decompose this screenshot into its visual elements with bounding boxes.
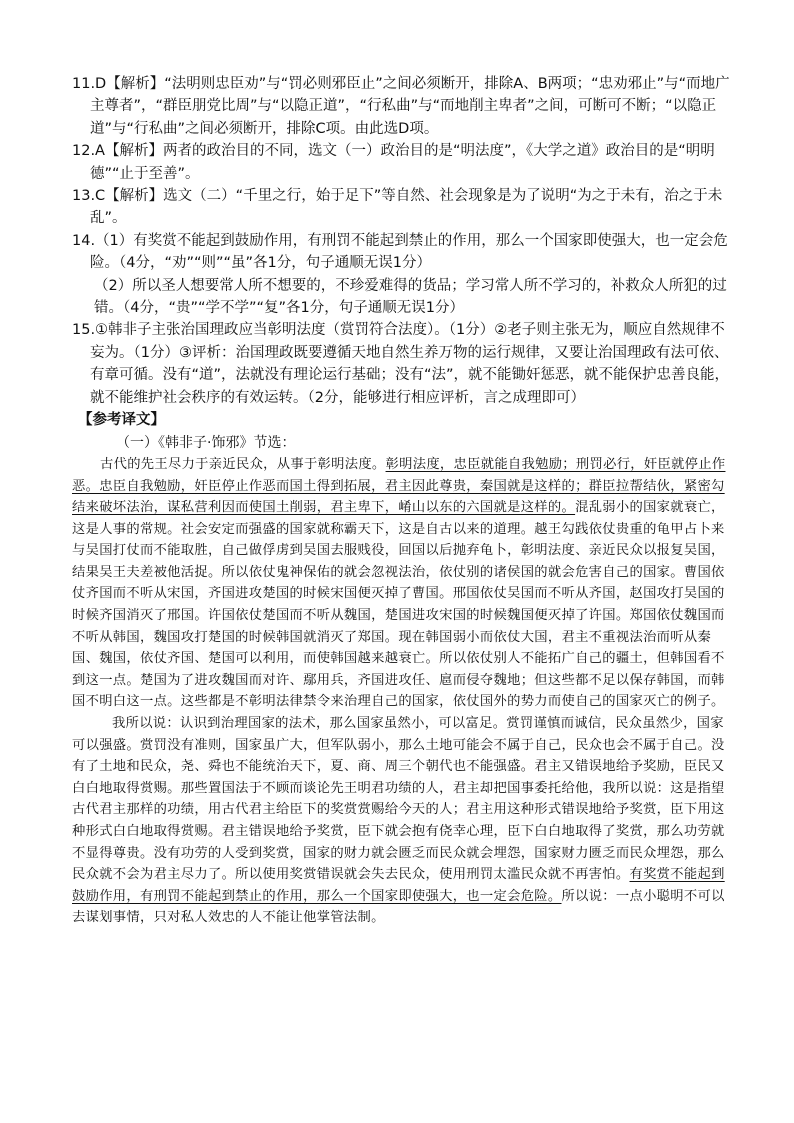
translation-paragraph-2 bbox=[72, 713, 732, 929]
translation-p1-underlined: 彰明法度，忠臣就能自我勉励；刑罚必行，奸臣就停止作恶。忠臣自我勉励，奸臣停止作恶而国土得到拓展，君主因此尊贵，秦国就是这样的；群臣拉帮结伙，紧密勾结来破坏法治，谋私营利因而使国土削弱，君主卑下，崤山以东的六国就是这样的。 bbox=[72, 456, 726, 516]
section-title: （一）《韩非子·饰邪》节选： bbox=[116, 434, 296, 451]
document-page bbox=[72, 73, 732, 929]
answer-15 bbox=[72, 319, 732, 409]
answer-14-1 bbox=[72, 230, 732, 275]
translation-p2-underlined: 有奖赏不能起到鼓励作用，有刑罚不能起到禁止的作用，那么一个国家即使强大，也一定会危险。 bbox=[72, 867, 725, 904]
answer-12 bbox=[72, 140, 732, 185]
translation-p2-text: 我所以说：认识到治理国家的法术，那么国家虽然小，可以富足。赏罚谨慎而诚信，民众虽然少，国家可以强盛。赏罚没有准则，国家虽广大，但军队弱小，那么土地可能会不属于自己，民众也会不属于自己。没有了土地和民众，尧、舜也不能统治天下，夏、商、周三个朝代也不能强盛。君主又错误地给予奖励，臣民又白白地取得赏赐。那些置国法于不顾而谈论先王明君功绩的人，君主却把国事委托给他，我所以说：这是指望古代君主那样的功绩，用古代君主给臣下的奖赏赏赐给今天的人；君主用这种形式错误地给予奖赏，臣下用这种形式白白地取得赏赐。君主错误地给予奖赏，臣下就会抱有侥幸心理，臣下白白地取得了奖赏，那么功劳就不显得尊贵。没有功劳的人受到奖赏，国家的财力就会匮乏而民众就会埋怨，国家财力匮乏而民众埋怨，那么民众就不会为君主尽力了。所以使用奖赏错误就会失去民众，使用刑罚太滥民众就不再害怕。 bbox=[72, 716, 725, 883]
answer-14-2 bbox=[72, 275, 732, 320]
answer-13-text: 13.C【解析】选文（二）“千里之行，始于足下”等自然、社会现象是为了说明“为之于未有，治之于未乱”。 bbox=[72, 188, 723, 227]
answer-11-text: 11.D【解析】“法明则忠臣劝”与“罚必则邪臣止”之间必须断开，排除A、B两项；“忠劝邪止”与“而地广主尊者”，“群臣朋党比周”与“以隐正道”，“行私曲”与“而地削主卑者”之间，可断可不断；“以隐正道”与“行私曲”之间必须断开，排除C项。由此选D项。 bbox=[72, 76, 730, 137]
answer-11 bbox=[72, 73, 732, 140]
translation-paragraph-1 bbox=[72, 454, 732, 713]
translation-p1-text: 混乱弱小的国家就衰亡，这是人事的常规。社会安定而强盛的国家就称霸天下，这是自古以来的道理。越王勾践依仗贵重的龟甲占卜来与吴国打仗而不能取胜，自己做俘虏到吴国去服贱役，回国以后抛弃龟卜，彰明法度、亲近民众以报复吴国，结果吴王夫差被他活捉。所以依仗鬼神保佑的就会忽视法治，依仗别的诸侯国的就会危害自己的国家。曹国依仗齐国而不听从宋国，齐国进攻楚国的时候宋国便灭掉了曹国。邢国依仗吴国而不听从齐国，赵国攻打吴国的时候齐国消灭了邢国。许国依仗楚国而不听从魏国，楚国进攻宋国的时候魏国便灭掉了许国。郑国依仗魏国而不听从韩国，魏国攻打楚国的时候韩国就消灭了郑国。现在韩国弱小而依仗大国，君主不重视法治而听从秦国、魏国，依仗齐国、楚国可以利用，而使韩国越来越衰亡。所以依仗别人不能拓广自己的疆土，但韩国看不到这一点。楚国为了进攻魏国而对许、鄢用兵，齐国进攻任、扈而侵夺魏地；但这些都不足以保存韩国，而韩国不明白这一点。这些都是不彰明法律禁令来治理自己的国家，依仗国外的势力而使自己的国家灭亡的例子。 bbox=[72, 500, 725, 710]
answer-14-2-text: （2）所以圣人想要常人所不想要的，不珍爱难得的货品；学习常人所不学习的，补救众人所犯的过错。（4分，“贵”“学不学”“复”各1分，句子通顺无误1分） bbox=[94, 277, 727, 317]
translation-p2-text: 所以说：一点小聪明不可以去谋划事情，只对私人效忠的人不能让他掌管法制。 bbox=[72, 888, 725, 926]
answer-14-1-text: 14.（1）有奖赏不能起到鼓励作用，有刑罚不能起到禁止的作用，那么一个国家即使强大，也一定会危险。（4分，“劝”“则”“虽”各1分，句子通顺无误1分） bbox=[72, 232, 728, 272]
translation-p1-text: 古代的先王尽力于亲近民众，从事于彰明法度。 bbox=[100, 456, 386, 472]
answer-12-text: 12.A【解析】两者的政治目的不同，选文（一）政治目的是“明法度”，《大学之道》政治目的是“明明德”“止于至善”。 bbox=[72, 143, 715, 182]
reference-translation-title: 【参考译文】 bbox=[78, 412, 165, 429]
answer-13 bbox=[72, 185, 732, 230]
answer-15-text: 15.①韩非子主张治国理政应当彰明法度（赏罚符合法度）。（1分）②老子则主张无为，顺应自然规律不妄为。（1分）③评析：治国理政既要遵循天地自然生养万物的运行规律，又要让治国理政有法可依、有章可循。没有“道”，法就没有理论运行基础；没有“法”，就不能锄奸惩恶，就不能保护忠善良能，就不能维护社会秩序的有效运转。（2分，能够进行相应评析，言之成理即可） bbox=[72, 322, 730, 406]
